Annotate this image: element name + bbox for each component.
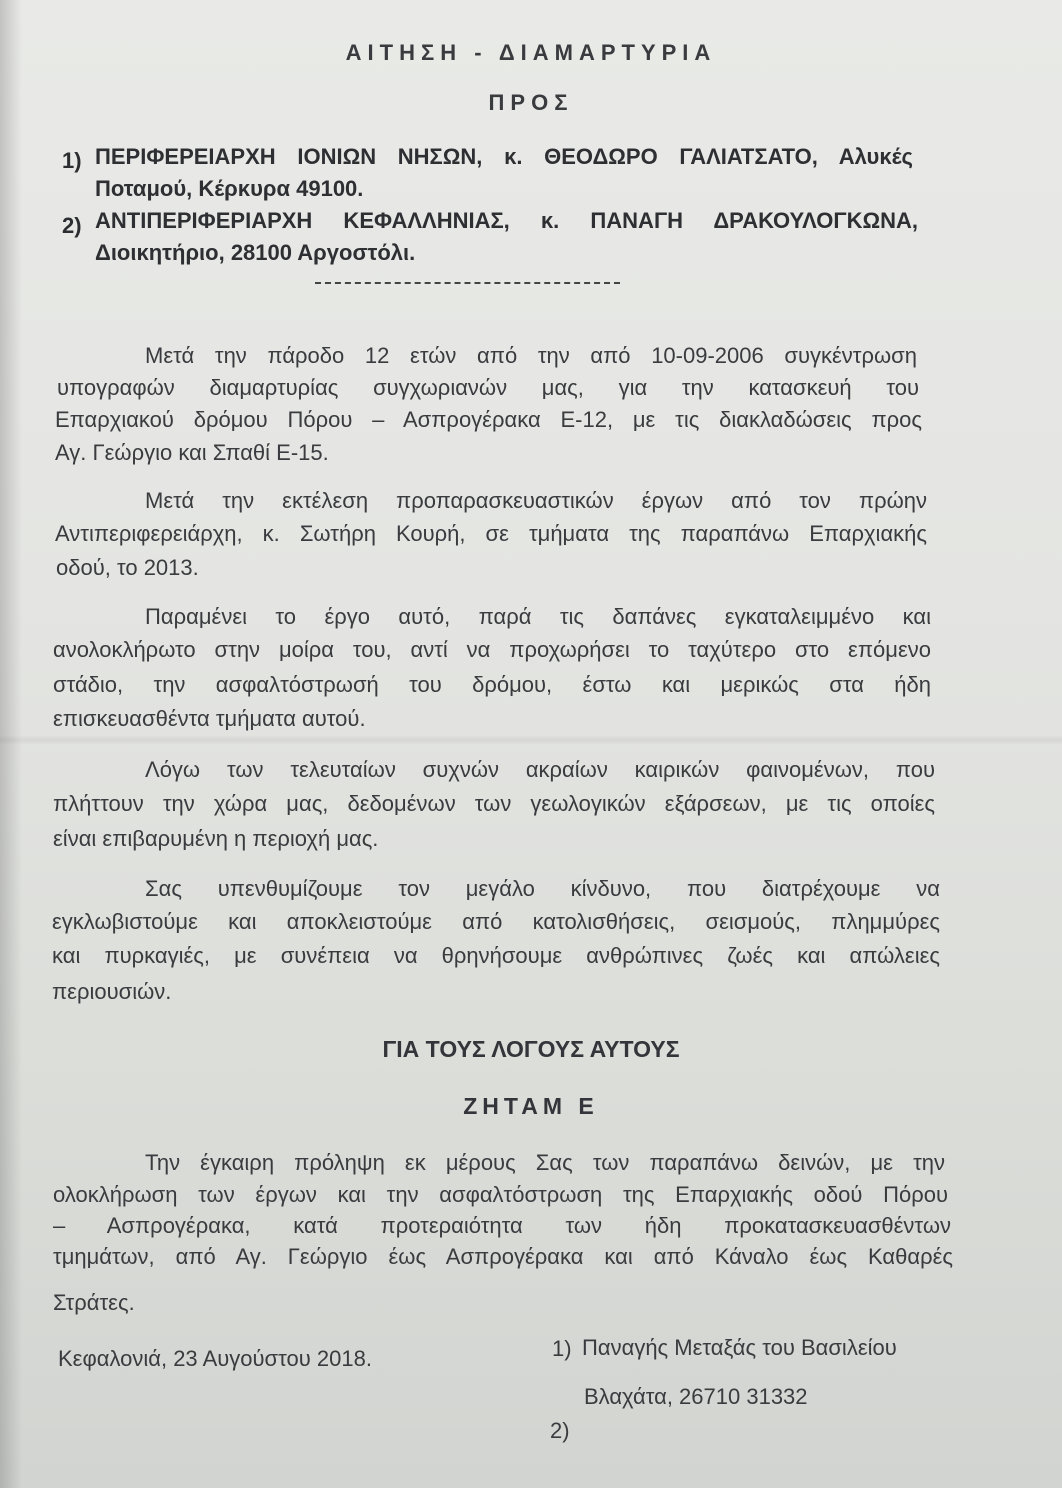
recipient-1-number: 1) xyxy=(62,148,82,173)
paragraph-line: ολοκλήρωση των έργων και την ασφαλτόστρωση της Επαρχιακής οδού Πόρου xyxy=(53,1182,948,1207)
signatory-1-address: Βλαχάτα, 26710 31332 xyxy=(584,1384,808,1409)
demand-heading: ΖΗΤΑΜ Ε xyxy=(463,1093,599,1119)
recipient-2-line1: ΑΝΤΙΠΕΡΙΦΕΡΙΑΡΧΗ ΚΕΦΑΛΛΗΝΙΑΣ, κ. ΠΑΝΑΓΗ ΔΡΑΚΟΥΛΟΓΚΩΝΑ, xyxy=(95,208,918,233)
recipient-2-line2: Διοικητήριο, 28100 Αργοστόλι. xyxy=(95,240,416,265)
signatory-2-number: 2) xyxy=(550,1418,570,1443)
paragraph-line: ανολοκλήρωτο στην μοίρα του, αντί να προχωρήσει το ταχύτερο στο επόμενο xyxy=(53,637,931,662)
paragraph-line: Αντιπεριφερειάρχη, κ. Σωτήρη Κουρή, σε τμήματα της παραπάνω Επαρχιακής xyxy=(55,521,927,546)
separator-line xyxy=(315,282,620,284)
document-title: ΑΙΤΗΣΗ - ΔΙΑΜΑΡΤΥΡΙΑ xyxy=(345,40,717,65)
paragraph-line: οδού, το 2013. xyxy=(56,555,199,580)
paragraph-line: και πυρκαγιές, με συνέπεια να θρηνήσουμε ανθρώπινες ζωές και απώλειες xyxy=(52,943,940,968)
paragraph-line: Παραμένει το έργο αυτό, παρά τις δαπάνες εγκαταλειμμένο και xyxy=(145,604,931,629)
paragraph-line: – Ασπρογέρακα, κατά προτεραιότητα των ήδη προκατασκευασθέντων xyxy=(53,1213,951,1238)
paragraph-line: Λόγω των τελευταίων συχνών ακραίων καιρικών φαινομένων, που xyxy=(145,757,935,782)
reasons-heading: ΓΙΑ ΤΟΥΣ ΛΟΓΟΥΣ ΑΥΤΟΥΣ xyxy=(382,1036,680,1062)
paragraph-line: περιουσιών. xyxy=(52,979,172,1004)
paragraph-line: είναι επιβαρυμένη η περιοχή μας. xyxy=(53,826,379,851)
paragraph-line: Αγ. Γεώργιο και Σπαθί Ε-15. xyxy=(55,440,329,465)
paragraph-line: επισκευασθέντα τμήματα αυτού. xyxy=(53,706,366,731)
paper-fold xyxy=(0,735,1062,745)
paragraph-line: Την έγκαιρη πρόληψη εκ μέρους Σας των παραπάνω δεινών, με την xyxy=(145,1150,945,1175)
to-label: ΠΡΟΣ xyxy=(488,90,574,115)
paragraph-line: Σας υπενθυμίζουμε τον μεγάλο κίνδυνο, που διατρέχουμε να xyxy=(145,876,940,901)
recipient-2-number: 2) xyxy=(62,213,82,238)
signatory-1-name: Παναγής Μεταξάς του Βασιλείου xyxy=(582,1335,897,1360)
paragraph-line: Στράτες. xyxy=(53,1290,135,1315)
paragraph-line: τμημάτων, από Αγ. Γεώργιο έως Ασπρογέρακα και από Κάναλο έως Καθαρές xyxy=(53,1244,953,1269)
paragraph-line: υπογραφών διαμαρτυρίας συγχωριανών μας, για την κατασκευή του xyxy=(57,375,919,400)
paragraph-line: Μετά την εκτέλεση προπαρασκευαστικών έργων από τον πρώην xyxy=(145,488,927,513)
paragraph-line: εγκλωβιστούμε και αποκλειστούμε από κατολισθήσεις, σεισμούς, πλημμύρες xyxy=(52,909,940,934)
signatory-1-number: 1) xyxy=(552,1336,572,1361)
paragraph-line: Επαρχιακού δρόμου Πόρου – Ασπρογέρακα Ε-12, με τις διακλαδώσεις προς xyxy=(55,407,922,432)
recipient-1-line2: Ποταμού, Κέρκυρα 49100. xyxy=(95,176,364,201)
paragraph-line: πλήττουν την χώρα μας, δεδομένων των γεωλογικών εξάρσεων, με τις οποίες xyxy=(53,791,935,816)
paragraph-line: Μετά την πάροδο 12 ετών από την από 10-09-2006 συγκέντρωση xyxy=(145,343,917,368)
place-date: Κεφαλονιά, 23 Αυγούστου 2018. xyxy=(58,1346,372,1371)
recipient-1-line1: ΠΕΡΙΦΕΡΕΙΑΡΧΗ ΙΟΝΙΩΝ ΝΗΣΩΝ, κ. ΘΕΟΔΩΡΟ ΓΑΛΙΑΤΣΑΤΟ, Αλυκές xyxy=(95,144,913,169)
paragraph-line: στάδιο, την ασφαλτόστρωσή του δρόμου, έστω και μερικώς στα ήδη xyxy=(53,672,931,697)
